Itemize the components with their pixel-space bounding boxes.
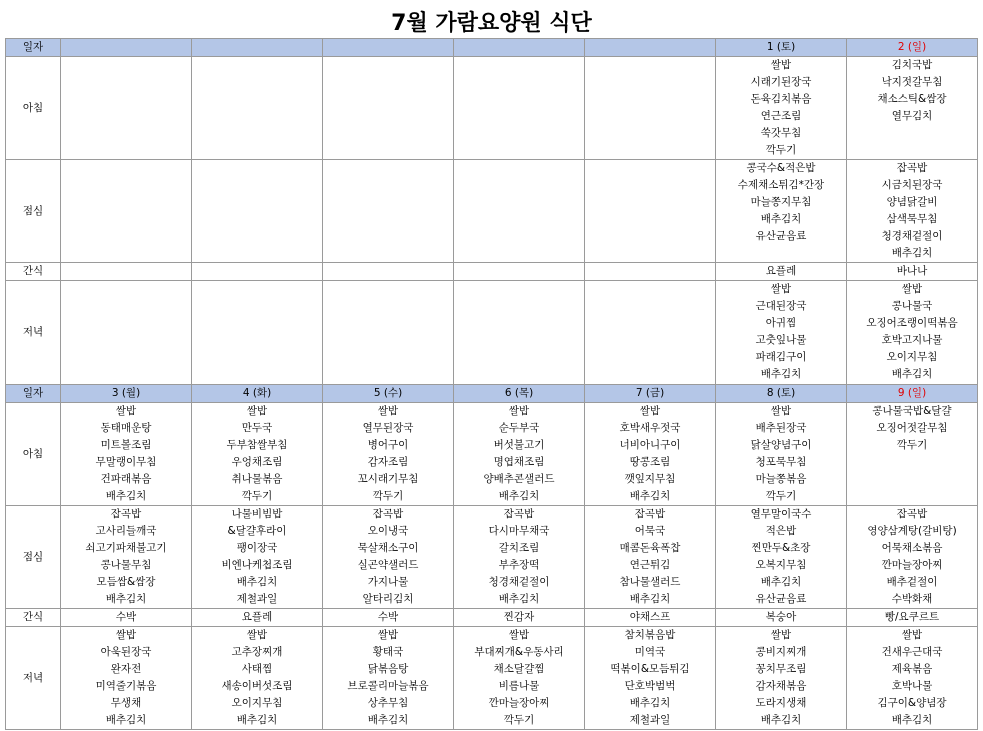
menu-item: 아귀찜 — [765, 317, 797, 329]
menu-item: 호박나물 — [891, 680, 933, 692]
menu-item: 쌀밥 — [770, 59, 792, 71]
snack-cell: 수박 — [323, 609, 454, 627]
snack-cell: 바나나 — [847, 263, 978, 281]
snack-cell: 야채스프 — [585, 609, 716, 627]
menu-item: 땅콩조림 — [629, 456, 671, 468]
week2-snack-row — [6, 609, 978, 627]
menu-item: 배추김치 — [236, 576, 278, 588]
menu-item: 참치볶음밥 — [624, 629, 676, 641]
dinner-cell — [454, 281, 585, 385]
dinner-cell — [585, 627, 716, 730]
menu-item: 청경채겉절이 — [488, 576, 550, 588]
menu-item: 배추김치 — [760, 213, 802, 225]
week1-dinner-row — [6, 281, 978, 385]
menu-item: 병어구이 — [367, 439, 409, 451]
date-cell — [585, 39, 716, 57]
menu-item: 무생채 — [110, 697, 142, 709]
menu-item: 나물비빔밥 — [231, 508, 283, 520]
menu-item: 갈치조림 — [498, 542, 540, 554]
menu-item: 배추김치 — [760, 714, 802, 726]
menu-item: 쌀밥 — [770, 283, 792, 295]
menu-item: 오이냉국 — [367, 525, 409, 537]
menu-item: 도라지생채 — [755, 697, 807, 709]
snack-cell: 요플레 — [192, 609, 323, 627]
lunch-cell — [192, 160, 323, 263]
menu-item: 김구이&양념장 — [877, 697, 947, 709]
menu-item: 닭볶음탕 — [367, 663, 409, 675]
week2-lunch-row — [6, 506, 978, 609]
menu-item: 고춧잎나물 — [755, 334, 807, 346]
menu-item: 배추된장국 — [755, 422, 807, 434]
breakfast-cell — [585, 57, 716, 160]
menu-item: 가지나물 — [367, 576, 409, 588]
week2-breakfast-row — [6, 403, 978, 506]
lunch-cell — [323, 506, 454, 609]
menu-item: 배추김치 — [367, 714, 409, 726]
lunch-cell — [716, 506, 847, 609]
menu-item: 잡곡밥 — [110, 508, 142, 520]
menu-item: 배추겉절이 — [886, 576, 938, 588]
menu-item: 어묵국 — [634, 525, 666, 537]
dinner-cell — [716, 281, 847, 385]
menu-item: 콩나물국밥&달걀 — [872, 405, 952, 417]
menu-item: 묵살채소구이 — [357, 542, 419, 554]
date-cell: 2 (일) — [847, 39, 978, 57]
menu-item: 쌀밥 — [246, 629, 268, 641]
snack-cell: 요플레 — [716, 263, 847, 281]
menu-item: 깐마늘장아찌 — [881, 559, 943, 571]
snack-cell: 복숭아 — [716, 609, 847, 627]
lunch-cell — [323, 160, 454, 263]
dinner-cell — [192, 281, 323, 385]
menu-item: 배추김치 — [105, 714, 147, 726]
breakfast-cell — [61, 57, 192, 160]
snack-cell — [61, 263, 192, 281]
menu-item: 시금치된장국 — [881, 179, 943, 191]
snack-cell — [323, 263, 454, 281]
menu-item: 배추김치 — [236, 714, 278, 726]
menu-item: 미역국 — [634, 646, 666, 658]
menu-item: 비름나물 — [498, 680, 540, 692]
breakfast-cell — [323, 57, 454, 160]
breakfast-cell — [192, 57, 323, 160]
menu-item: 유산균음료 — [755, 230, 807, 242]
menu-item: 참나물샐러드 — [619, 576, 681, 588]
menu-item: 쌀밥 — [508, 405, 530, 417]
menu-item: 새송이버섯조림 — [221, 680, 293, 692]
menu-item: 비엔나케첩조림 — [221, 559, 293, 571]
menu-item: 쌀밥 — [770, 629, 792, 641]
lunch-cell — [61, 506, 192, 609]
menu-item: 팽이장국 — [236, 542, 278, 554]
menu-item: 쌀밥 — [770, 405, 792, 417]
menu-item: 고사리들깨국 — [95, 525, 157, 537]
menu-item: 마늘쫑지무침 — [750, 196, 812, 208]
menu-item: 두부참쌀부침 — [226, 439, 288, 451]
menu-item: 쌀밥 — [639, 405, 661, 417]
menu-item: 닭살양념구이 — [750, 439, 812, 451]
menu-item: 제철과일 — [236, 593, 278, 605]
menu-item: 수제채소튀김*간장 — [737, 179, 825, 191]
menu-item: 채소달걀찜 — [493, 663, 545, 675]
menu-item: 열무김치 — [891, 110, 933, 122]
menu-item: 배추김치 — [105, 593, 147, 605]
date-cell: 5 (수) — [323, 385, 454, 403]
menu-item: 부추장떡 — [498, 559, 540, 571]
date-cell: 8 (토) — [716, 385, 847, 403]
menu-item: 쌀밥 — [377, 405, 399, 417]
week1-snack-row — [6, 263, 978, 281]
menu-item: 꽁치무조림 — [755, 663, 807, 675]
menu-item: 쌀밥 — [901, 629, 923, 641]
menu-item: 알타리김치 — [362, 593, 414, 605]
menu-item: 배추김치 — [760, 576, 802, 588]
menu-item: 실곤약샐러드 — [357, 559, 419, 571]
menu-item: 깍두기 — [503, 714, 535, 726]
lunch-cell — [847, 506, 978, 609]
menu-item: 호박고지나물 — [881, 334, 943, 346]
dinner-cell — [61, 627, 192, 730]
menu-item: 건새우근대국 — [881, 646, 943, 658]
menu-item: 깐마늘장아찌 — [488, 697, 550, 709]
menu-item: 쌀밥 — [115, 405, 137, 417]
dinner-cell — [847, 627, 978, 730]
menu-item: 잡곡밥 — [503, 508, 535, 520]
breakfast-cell — [61, 403, 192, 506]
menu-item: 청경채겉절이 — [881, 230, 943, 242]
menu-item: 버섯불고기 — [493, 439, 545, 451]
menu-item: 연근조림 — [760, 110, 802, 122]
menu-item: 감자조림 — [367, 456, 409, 468]
menu-item: 쑥갓무침 — [760, 127, 802, 139]
menu-item: 깍두기 — [241, 490, 273, 502]
date-cell: 1 (토) — [716, 39, 847, 57]
menu-item: 쌀밥 — [508, 629, 530, 641]
menu-item: 오징어젓갈무침 — [876, 422, 948, 434]
menu-item: 브로콜리마늘볶음 — [347, 680, 429, 692]
menu-item: 오징어조랭이떡볶음 — [866, 317, 958, 329]
page-title: 7월 가람요양원 식단 — [391, 11, 592, 36]
menu-item: 연근튀김 — [629, 559, 671, 571]
breakfast-cell — [716, 57, 847, 160]
menu-item: 만두국 — [241, 422, 273, 434]
menu-item: 순두부국 — [498, 422, 540, 434]
menu-item: 꼬시래기무침 — [357, 473, 419, 485]
menu-item: 깍두기 — [765, 144, 797, 156]
lunch-cell — [585, 160, 716, 263]
date-cell: 7 (금) — [585, 385, 716, 403]
menu-item: 마늘쫑볶음 — [755, 473, 807, 485]
menu-item: 근대된장국 — [755, 300, 807, 312]
menu-item: 찐만두&초장 — [751, 542, 811, 554]
lunch-cell — [454, 160, 585, 263]
week2-dinner-row — [6, 627, 978, 730]
menu-item: 잡곡밥 — [372, 508, 404, 520]
row-label-snack: 간식 — [6, 609, 61, 627]
menu-item: 낙지젓갈무침 — [881, 76, 943, 88]
menu-item: 취나물볶음 — [231, 473, 283, 485]
menu-item: 채소스틱&쌈장 — [877, 93, 947, 105]
row-label-breakfast: 아침 — [6, 403, 61, 506]
menu-item: 청포묵무침 — [755, 456, 807, 468]
menu-item: 건파래볶음 — [100, 473, 152, 485]
menu-item: 영양삼계탕(갈비탕) — [867, 525, 957, 537]
menu-item: 완자전 — [110, 663, 142, 675]
menu-item: 모듬쌈&쌈장 — [96, 576, 156, 588]
menu-item: 삼색묵무침 — [886, 213, 938, 225]
menu-item: 파래김구이 — [755, 351, 807, 363]
menu-item: 부대찌개&우동사리 — [474, 646, 564, 658]
date-cell: 4 (화) — [192, 385, 323, 403]
menu-item: 제육볶음 — [891, 663, 933, 675]
menu-item: 배추김치 — [891, 714, 933, 726]
menu-item: 배추김치 — [891, 247, 933, 259]
week2-date-row — [6, 385, 978, 403]
menu-item: &달걀후라이 — [227, 525, 287, 537]
menu-item: 사태찜 — [241, 663, 273, 675]
breakfast-cell — [585, 403, 716, 506]
menu-item: 매콤돈육폭찹 — [619, 542, 681, 554]
menu-item: 단호박범벅 — [624, 680, 676, 692]
menu-item: 열무된장국 — [362, 422, 414, 434]
menu-item: 콩나물국 — [891, 300, 933, 312]
menu-item: 미트볼조림 — [100, 439, 152, 451]
week1-breakfast-row — [6, 57, 978, 160]
menu-item: 쌀밥 — [377, 629, 399, 641]
menu-item: 잡곡밥 — [634, 508, 666, 520]
row-label-breakfast: 아침 — [6, 57, 61, 160]
menu-item: 오이지무침 — [231, 697, 283, 709]
menu-item: 명엽채조림 — [493, 456, 545, 468]
menu-item: 잡곡밥 — [896, 508, 928, 520]
date-cell — [323, 39, 454, 57]
date-cell: 9 (일) — [847, 385, 978, 403]
menu-item: 떡볶이&모듬튀김 — [610, 663, 690, 675]
dinner-cell — [847, 281, 978, 385]
menu-item: 배추김치 — [498, 490, 540, 502]
date-cell — [61, 39, 192, 57]
menu-item: 상추무침 — [367, 697, 409, 709]
menu-item: 수박화채 — [891, 593, 933, 605]
menu-item: 콩국수&적은밥 — [746, 162, 816, 174]
dinner-cell — [323, 281, 454, 385]
menu-item: 쇠고기파채불고기 — [85, 542, 167, 554]
row-label-lunch: 점심 — [6, 506, 61, 609]
dinner-cell — [323, 627, 454, 730]
menu-item: 배추김치 — [891, 368, 933, 380]
row-label-dinner: 저녁 — [6, 281, 61, 385]
menu-item: 열무말이국수 — [750, 508, 812, 520]
date-cell: 6 (목) — [454, 385, 585, 403]
menu-item: 배추김치 — [498, 593, 540, 605]
lunch-cell — [61, 160, 192, 263]
menu-item: 쌀밥 — [115, 629, 137, 641]
snack-cell: 빵/요쿠르트 — [847, 609, 978, 627]
menu-item: 돈육김치볶음 — [750, 93, 812, 105]
menu-item: 깍두기 — [896, 439, 928, 451]
menu-item: 양배추콘샐러드 — [483, 473, 555, 485]
lunch-cell — [585, 506, 716, 609]
menu-item: 어묵채소볶음 — [881, 542, 943, 554]
menu-item: 시래기된장국 — [750, 76, 812, 88]
menu-item: 배추김치 — [629, 490, 671, 502]
menu-item: 오이지무침 — [886, 351, 938, 363]
menu-item: 쌀밥 — [901, 283, 923, 295]
menu-item: 콩비지찌개 — [755, 646, 807, 658]
breakfast-cell — [454, 403, 585, 506]
menu-item: 제철과일 — [629, 714, 671, 726]
lunch-cell — [192, 506, 323, 609]
menu-item: 고추장찌개 — [231, 646, 283, 658]
date-cell — [192, 39, 323, 57]
menu-item: 미역줄기볶음 — [95, 680, 157, 692]
snack-cell: 수박 — [61, 609, 192, 627]
dinner-cell — [61, 281, 192, 385]
week1-date-row — [6, 39, 978, 57]
menu-item: 잡곡밥 — [896, 162, 928, 174]
menu-item: 적은밥 — [765, 525, 797, 537]
menu-item: 쌀밥 — [246, 405, 268, 417]
menu-item: 배추김치 — [629, 697, 671, 709]
menu-item: 무말랭이무침 — [95, 456, 157, 468]
lunch-cell — [454, 506, 585, 609]
menu-table — [5, 38, 978, 730]
lunch-cell — [847, 160, 978, 263]
menu-item: 배추김치 — [760, 368, 802, 380]
menu-item: 배추김치 — [105, 490, 147, 502]
snack-cell — [454, 263, 585, 281]
row-label-date: 일자 — [6, 385, 61, 403]
menu-item: 김치국밥 — [891, 59, 933, 71]
snack-cell — [192, 263, 323, 281]
week1-lunch-row — [6, 160, 978, 263]
menu-item: 깍두기 — [372, 490, 404, 502]
menu-item: 양념닭갈비 — [886, 196, 938, 208]
menu-item: 깍두기 — [765, 490, 797, 502]
menu-item: 우엉채조림 — [231, 456, 283, 468]
menu-item: 동태매운탕 — [100, 422, 152, 434]
breakfast-cell — [454, 57, 585, 160]
row-label-date: 일자 — [6, 39, 61, 57]
breakfast-cell — [192, 403, 323, 506]
dinner-cell — [454, 627, 585, 730]
menu-item: 호박새우젓국 — [619, 422, 681, 434]
row-label-snack: 간식 — [6, 263, 61, 281]
dinner-cell — [716, 627, 847, 730]
menu-item: 너비아니구이 — [619, 439, 681, 451]
breakfast-cell — [847, 403, 978, 506]
menu-item: 황태국 — [372, 646, 404, 658]
row-label-dinner: 저녁 — [6, 627, 61, 730]
lunch-cell — [716, 160, 847, 263]
breakfast-cell — [716, 403, 847, 506]
breakfast-cell — [847, 57, 978, 160]
menu-item: 유산균음료 — [755, 593, 807, 605]
dinner-cell — [192, 627, 323, 730]
menu-item: 콩나물무침 — [100, 559, 152, 571]
menu-item: 배추김치 — [629, 593, 671, 605]
menu-item: 다시마무채국 — [488, 525, 550, 537]
snack-cell: 찐감자 — [454, 609, 585, 627]
date-cell: 3 (월) — [61, 385, 192, 403]
snack-cell — [585, 263, 716, 281]
breakfast-cell — [323, 403, 454, 506]
menu-item: 감자채볶음 — [755, 680, 807, 692]
menu-item: 깻잎지무침 — [624, 473, 676, 485]
dinner-cell — [585, 281, 716, 385]
row-label-lunch: 점심 — [6, 160, 61, 263]
menu-item: 아욱된장국 — [100, 646, 152, 658]
menu-item: 오복지무침 — [755, 559, 807, 571]
date-cell — [454, 39, 585, 57]
